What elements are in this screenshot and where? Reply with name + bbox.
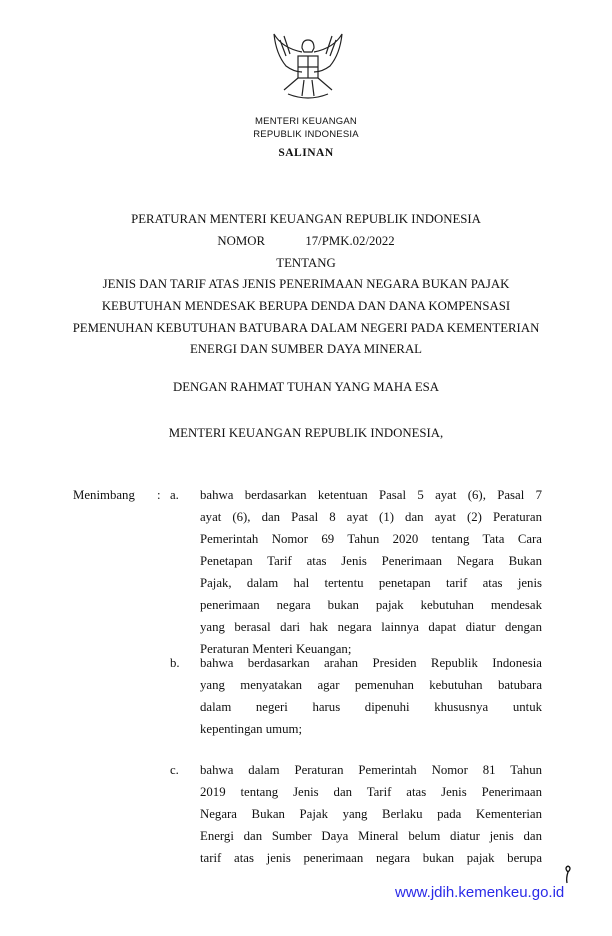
item-line: yang menyatakan agar pemenuhan kebutuhan batubara: [200, 678, 542, 692]
org-name-line2: REPUBLIK INDONESIA: [253, 129, 359, 140]
item-line: bahwa berdasarkan arahan Presiden Republik Indonesia: [200, 656, 542, 670]
item-line: yang berasal dari hak negara lainnya dapat diatur dengan: [200, 620, 542, 634]
menimbang-label: Menimbang: [73, 488, 135, 502]
item-line: dalam negeri harus dipenuhi khususnya untuk: [200, 700, 542, 714]
item-line: 2019 tentang Jenis dan Tarif atas Jenis Penerimaan: [200, 785, 542, 799]
consideration-item-c: [200, 759, 542, 869]
item-line: ayat (6), dan Pasal 8 ayat (1) dan ayat (2) Peraturan: [200, 510, 542, 524]
item-line: bahwa berdasarkan ketentuan Pasal 5 ayat (6), Pasal 7: [200, 488, 542, 502]
consideration-item-a: [200, 484, 542, 660]
tentang-heading: TENTANG: [276, 256, 336, 270]
item-line: Peraturan Menteri Keuangan;: [200, 642, 352, 656]
subject-line: ENERGI DAN SUMBER DAYA MINERAL: [189, 342, 423, 356]
item-marker: c.: [170, 763, 179, 777]
subject-line: JENIS DAN TARIF ATAS JENIS PENERIMAAN NEGARA BUKAN PAJAK: [102, 277, 510, 291]
rahmat-line: DENGAN RAHMAT TUHAN YANG MAHA ESA: [172, 380, 440, 394]
nomor-label: NOMOR: [217, 234, 266, 248]
item-line: tarif atas jenis penerimaan negara bukan pajak berupa: [200, 851, 542, 865]
item-line: Negara Bukan Pajak yang Berlaku pada Kementerian: [200, 807, 542, 821]
item-line: penerimaan negara bukan pajak kebutuhan mendesak: [200, 598, 542, 612]
item-line: Penetapan Tarif atas Jenis Penerimaan Negara Bukan: [200, 554, 542, 568]
item-line: kepentingan umum;: [200, 722, 303, 736]
item-line: bahwa dalam Peraturan Pemerintah Nomor 81 Tahun: [200, 763, 542, 777]
salinan-stamp: SALINAN: [278, 147, 334, 159]
item-line: Pemerintah Nomor 69 Tahun 2020 tentang Tata Cara: [200, 532, 542, 546]
regulation-number: [0, 233, 612, 249]
menimbang-colon: :: [157, 488, 161, 502]
jdih-website-link[interactable]: www.jdih.kemenkeu.go.id: [395, 884, 565, 901]
subject-line: PEMENUHAN KEBUTUHAN BATUBARA DALAM NEGERI PADA KEMENTERIAN: [72, 321, 540, 335]
org-name-line1: MENTERI KEUANGAN: [255, 116, 357, 127]
item-line: Energi dan Sumber Daya Mineral belum diatur jenis dan: [200, 829, 542, 843]
regulation-title: PERATURAN MENTERI KEUANGAN REPUBLIK INDONESIA: [131, 212, 481, 226]
initial-signature-icon: [560, 864, 576, 884]
garuda-emblem-icon: [268, 30, 348, 110]
consideration-item-b: [200, 652, 542, 740]
subject-line: KEBUTUHAN MENDESAK BERUPA DENDA DAN DANA KOMPENSASI: [101, 299, 511, 313]
item-marker: a.: [170, 488, 179, 502]
item-line: Pajak, dalam hal tertentu penetapan tarif atas jenis: [200, 576, 542, 590]
nomor-value: 17/PMK.02/2022: [305, 234, 395, 248]
item-marker: b.: [170, 656, 180, 670]
menteri-line: MENTERI KEUANGAN REPUBLIK INDONESIA,: [168, 426, 444, 440]
